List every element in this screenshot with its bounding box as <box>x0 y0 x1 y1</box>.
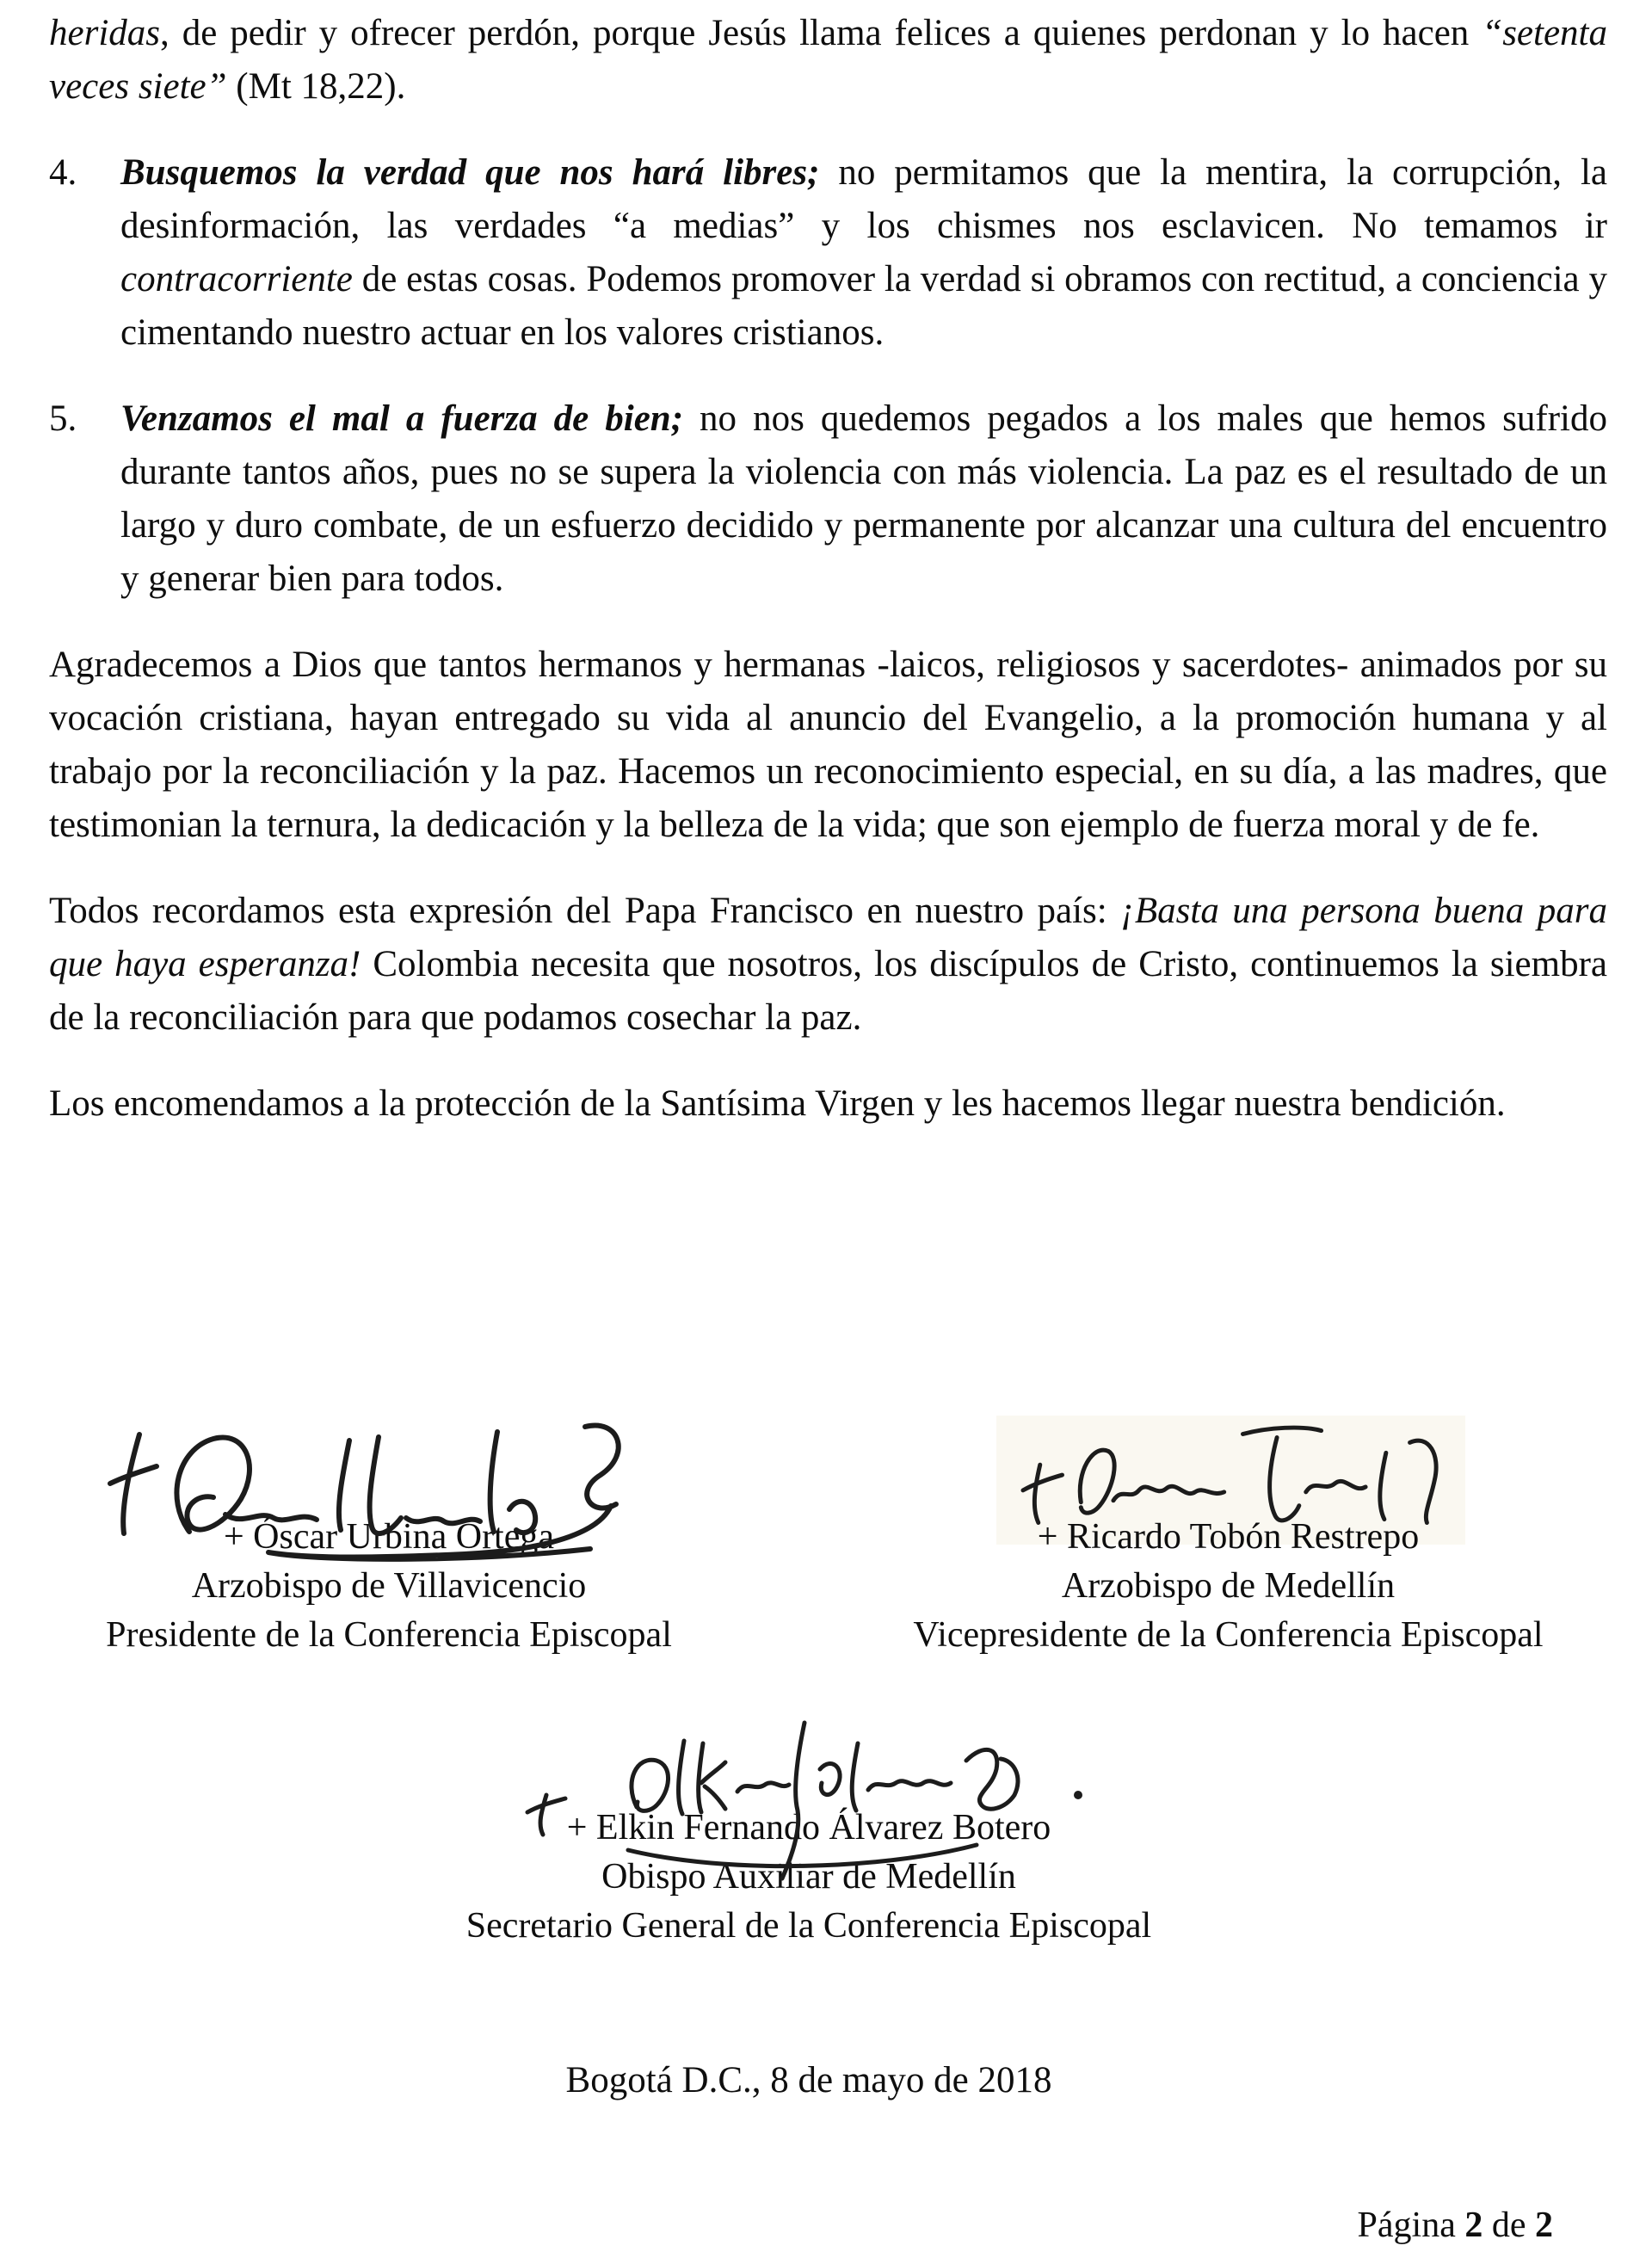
signer-name: + Óscar Urbina Ortega <box>223 1517 555 1557</box>
list-item-text: Venzamos el mal a fuerza de bien; no nos quedemos pegados a los males que hemos sufrido durante tantos años, pues no se supera la violencia con más violencia. La paz es el resultado de un largo y duro combate, de un esfuerzo decidido y permanente por alcanzar una cultura del encuentro y generar bien para todos. <box>120 398 1607 599</box>
signer-role: Secretario General de la Conferencia Episcopal <box>465 1906 1152 1946</box>
signer-title: Arzobispo de Villavicencio <box>191 1566 587 1606</box>
paragraph: Agradecemos a Dios que tantos hermanos y hermanas -laicos, religiosos y sacerdotes- animados por su vocación cristiana, hayan entregado su vida al anuncio del Evangelio, a la promoción humana y al trabajo por la reconciliación y la paz. Hacemos un reconocimiento especial, en su día, a las madres, que testimonian la ternura, la dedicación y la belleza de la vida; que son ejemplo de fuerza moral y de fe. <box>49 645 1607 845</box>
paragraph-continuation: heridas, de pedir y ofrecer perdón, porque Jesús llama felices a quienes perdonan y lo hacen “setenta veces siete” (Mt 18,22). <box>49 13 1607 107</box>
signature-ink-ricardo-tobon <box>1020 1420 1463 1540</box>
signer-role: Presidente de la Conferencia Episcopal <box>106 1615 672 1655</box>
paragraph: Los encomendamos a la protección de la Santísima Virgen y les hacemos llegar nuestra bendición. <box>49 1083 1506 1124</box>
paragraph: Todos recordamos esta expresión del Papa Francisco en nuestro país: ¡Basta una persona buena para que haya esperanza! Colombia necesita que nosotros, los discípulos de Cristo, continuemos la siembra de la reconciliación para que podamos cosechar la paz. <box>49 891 1607 1038</box>
list-item <box>49 392 1607 606</box>
signature-ink-elkin-alvarez <box>521 1711 1093 1887</box>
list-item-text: Busquemos la verdad que nos hará libres; no permitamos que la mentira, la corrupción, la desinformación, las verdades “a medias” y los chismes nos esclavicen. No temamos ir contracorriente de estas cosas. Podemos promover la verdad si obramos con rectitud, a conciencia y cimentando nuestro actuar en los valores cristianos. <box>120 152 1607 353</box>
signer-name: + Ricardo Tobón Restrepo <box>1037 1517 1420 1557</box>
signer-name: + Elkin Fernando Álvarez Botero <box>566 1808 1051 1848</box>
dateline: Bogotá D.C., 8 de mayo de 2018 <box>565 2060 1052 2101</box>
signer-title: Obispo Auxiliar de Medellín <box>601 1857 1016 1897</box>
page-number: Página 2 de 2 <box>1357 2205 1553 2245</box>
list-item <box>49 146 1607 360</box>
signature-ink-oscar-urbina <box>103 1413 641 1564</box>
list-item-number: 4. <box>49 152 77 193</box>
list-item-number: 5. <box>49 398 77 439</box>
letter-body <box>49 7 1607 1131</box>
signer-title: Arzobispo de Medellín <box>1061 1566 1396 1606</box>
signer-role: Vicepresidente de la Conferencia Episcopal <box>913 1615 1544 1655</box>
